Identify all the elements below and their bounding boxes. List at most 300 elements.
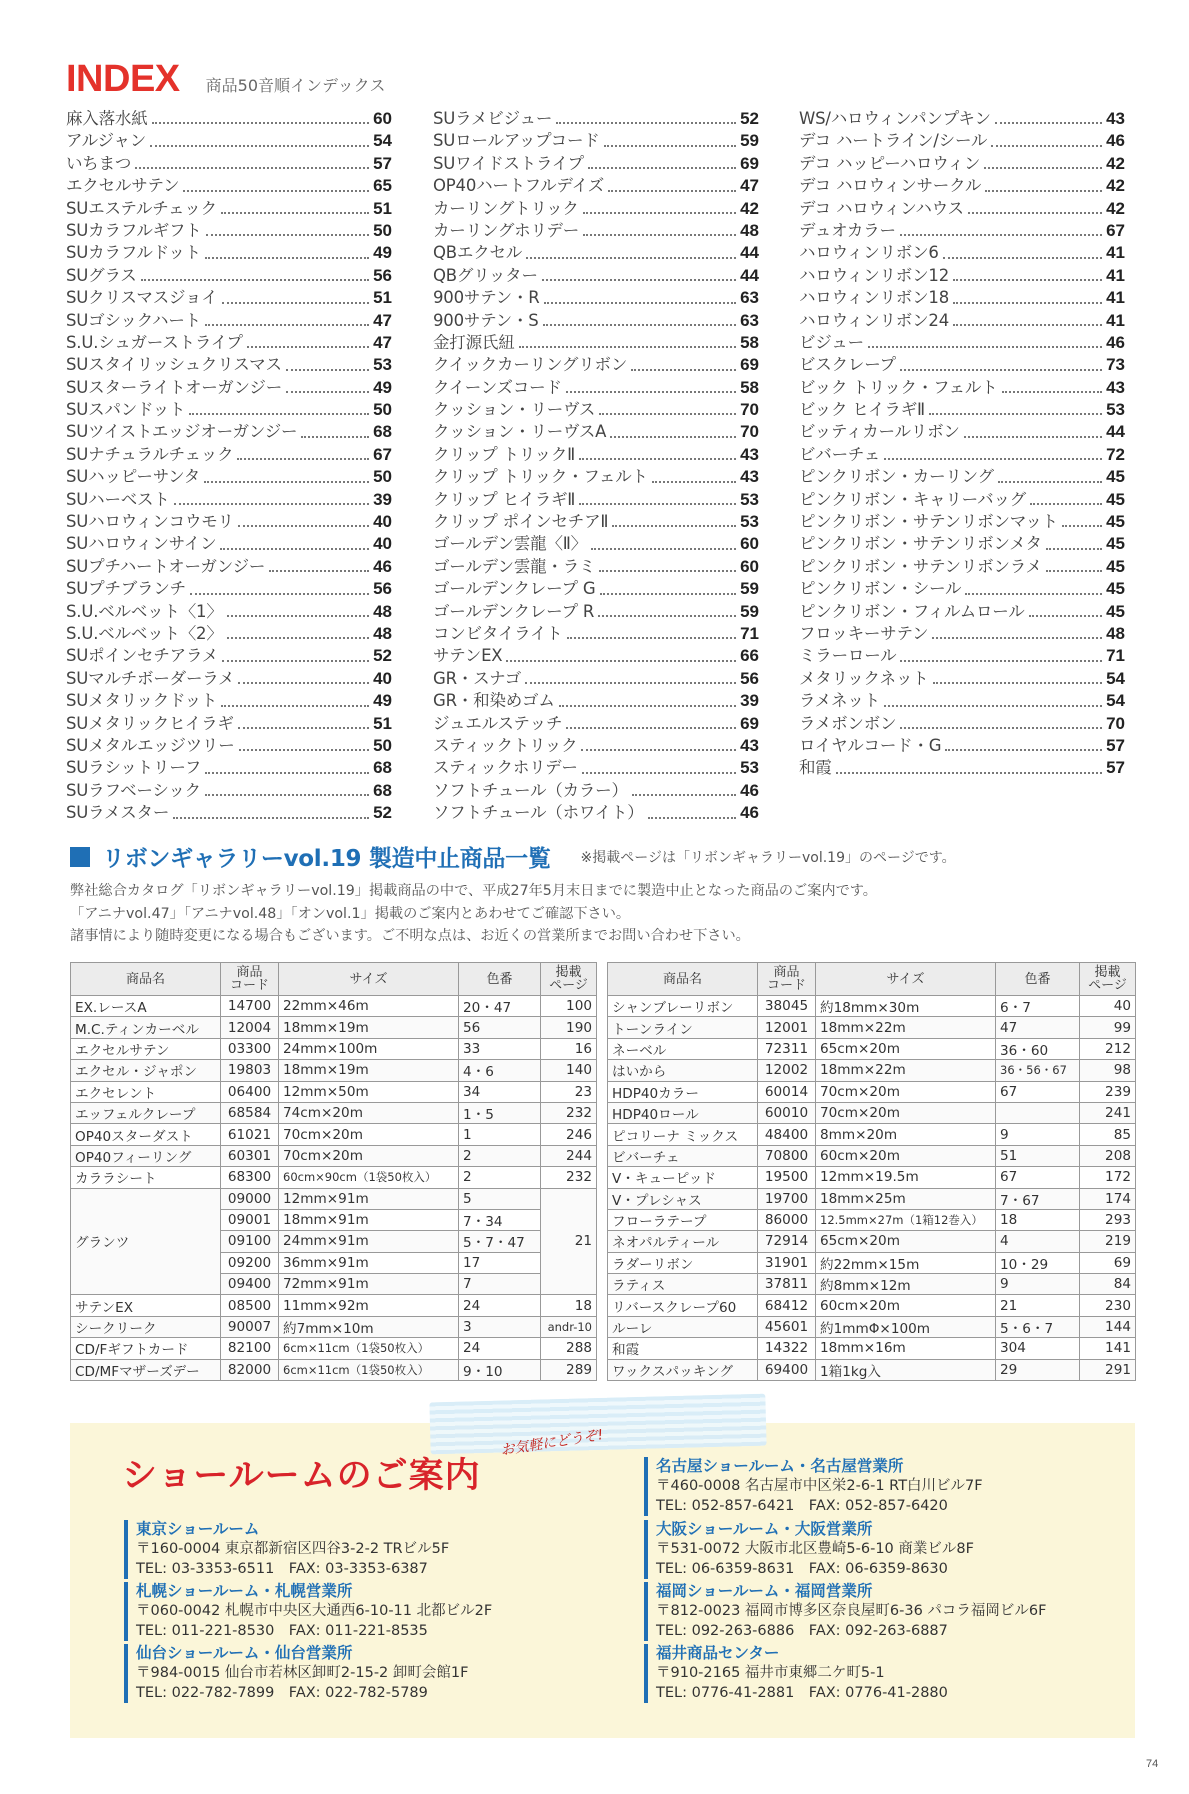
index-entry-page: 42	[1106, 198, 1125, 218]
index-entry-page: 43	[740, 467, 759, 487]
header-code: 商品 コード	[758, 963, 816, 996]
index-entry-name: クリップ トリックⅡ	[433, 444, 576, 464]
index-entry	[66, 175, 392, 197]
leader-dots	[868, 346, 1102, 348]
office-sendai	[124, 1644, 576, 1703]
index-entry-page: 70	[740, 422, 759, 442]
header-color: 色番	[459, 963, 541, 996]
index-entry-page: 57	[1106, 735, 1125, 755]
leader-dots	[932, 637, 1102, 639]
index-entry	[799, 489, 1125, 511]
index-entry-page: 47	[373, 332, 392, 352]
leader-dots	[220, 548, 369, 550]
header-code: 商品 コード	[221, 963, 279, 996]
cell-name: シークリーク	[71, 1316, 221, 1337]
index-entry-name: SUプチブランチ	[66, 579, 186, 599]
index-entry	[66, 511, 392, 533]
index-entry	[66, 533, 392, 555]
cell-code: 90007	[221, 1316, 279, 1337]
index-entry-page: 46	[1106, 131, 1125, 151]
cell-code: 37811	[758, 1274, 816, 1295]
cell-name: ワックスパッキング	[608, 1359, 758, 1380]
index-entry-name: ビック トリック・フェルト	[799, 377, 998, 397]
leader-dots	[247, 346, 369, 348]
cell-size: 60cm×20m	[816, 1295, 996, 1316]
cell-code: 12002	[758, 1060, 816, 1081]
table-row	[608, 1167, 1136, 1188]
cell-code: 03300	[221, 1038, 279, 1059]
leader-dots	[945, 749, 1102, 751]
index-entry-page: 43	[1106, 108, 1125, 128]
index-entry-page: 51	[373, 713, 392, 733]
table-row	[608, 1252, 1136, 1273]
index-entry	[433, 511, 759, 533]
index-entry-page: 56	[373, 265, 392, 285]
cell-code: 68584	[221, 1102, 279, 1123]
index-entry	[799, 556, 1125, 578]
office-phone: TEL: 03-3353-6511 FAX: 03-3353-6387	[136, 1561, 428, 1577]
cell-code: 72311	[758, 1038, 816, 1059]
leader-dots	[227, 615, 369, 617]
cell-page: 239	[1080, 1081, 1136, 1102]
table-row	[608, 1038, 1136, 1059]
index-entry-name: ピンクリボン・シール	[799, 579, 962, 599]
cell-size: 74cm×20m	[279, 1102, 459, 1123]
index-entry-page: 71	[1106, 646, 1125, 666]
cell-code: 60010	[758, 1102, 816, 1123]
index-entry-page: 43	[1106, 377, 1125, 397]
index-entry-page: 50	[373, 735, 392, 755]
leader-dots	[1030, 503, 1102, 505]
index-entry-page: 48	[373, 623, 392, 643]
index-entry-page: 60	[740, 556, 759, 576]
leader-dots	[238, 525, 369, 527]
cell-size: 36mm×91m	[279, 1252, 459, 1273]
index-entry-page: 73	[1106, 355, 1125, 375]
table-row	[71, 1338, 597, 1359]
leader-dots	[965, 593, 1102, 595]
cell-color: 5・7・47	[459, 1231, 541, 1252]
index-entry	[433, 533, 759, 555]
index-entry-page: 67	[1106, 220, 1125, 240]
index-entry-name: ラメボンボン	[799, 713, 897, 733]
cell-code: 19803	[221, 1060, 279, 1081]
cell-name: HDP40カラー	[608, 1081, 758, 1102]
index-entry-name: SUメタルエッジツリー	[66, 735, 235, 755]
leader-dots	[559, 705, 736, 707]
office-name: 仙台ショールーム・仙台営業所	[136, 1644, 353, 1662]
index-entry	[799, 220, 1125, 242]
leader-dots	[933, 682, 1103, 684]
cell-color: 9・10	[459, 1359, 541, 1380]
index-entry-page: 46	[740, 780, 759, 800]
index-entry-page: 71	[740, 623, 759, 643]
index-entry-page: 45	[1106, 579, 1125, 599]
table-row	[71, 1359, 597, 1380]
index-entry-name: SUハロウィンサイン	[66, 534, 217, 554]
index-entry-name: デュオカラー	[799, 220, 896, 240]
index-entry	[799, 623, 1125, 645]
cell-name: ラティス	[608, 1274, 758, 1295]
cell-color: 5	[459, 1188, 541, 1209]
index-entry-page: 51	[373, 198, 392, 218]
cell-color: 3	[459, 1316, 541, 1337]
index-entry-page: 54	[1106, 668, 1125, 688]
cell-size: 約1mmΦ×100m	[816, 1316, 996, 1337]
cell-size: 12mm×91m	[279, 1188, 459, 1209]
index-entry-page: 69	[740, 355, 759, 375]
index-entry-page: 68	[373, 780, 392, 800]
index-entry-page: 63	[740, 288, 759, 308]
cell-color: 24	[459, 1338, 541, 1359]
leader-dots	[222, 302, 370, 304]
index-entry-name: カーリングホリデー	[433, 220, 580, 240]
cell-color: 4	[996, 1231, 1080, 1252]
table-row	[608, 996, 1136, 1017]
cell-color: 9	[996, 1274, 1080, 1295]
leader-dots	[205, 794, 369, 796]
index-entry	[799, 668, 1125, 690]
index-entry-name: ゴールデンクレープ R	[433, 601, 595, 621]
cell-size: 22mm×46m	[279, 996, 459, 1017]
index-entry-name: スティックトリック	[433, 735, 578, 755]
index-entry-name: S.U.シュガーストライプ	[66, 332, 243, 352]
index-entry-page: 60	[740, 534, 759, 554]
index-entry-name: OP40ハートフルデイズ	[433, 176, 605, 196]
leader-dots	[600, 593, 737, 595]
index-entry-name: SUスタイリッシュクリスマス	[66, 355, 282, 375]
index-entry-name: いちまつ	[66, 153, 132, 173]
index-entry-name: SUハーベスト	[66, 489, 170, 509]
index-column-3	[799, 108, 1125, 780]
leader-dots	[221, 705, 369, 707]
index-entry-page: 40	[373, 512, 392, 532]
index-entry-page: 53	[740, 758, 759, 778]
index-entry	[433, 332, 759, 354]
leader-dots	[237, 458, 369, 460]
discontinued-description	[70, 880, 877, 948]
cell-code: 31901	[758, 1252, 816, 1273]
office-address: 〒812-0023 福岡市博多区奈良屋町6-36 パコラ福岡ビル6F	[656, 1603, 1047, 1619]
index-entry	[433, 802, 759, 824]
cell-size: 8mm×20m	[816, 1124, 996, 1145]
index-entry-page: 45	[1106, 512, 1125, 532]
office-name: 大阪ショールーム・大阪営業所	[656, 1520, 873, 1538]
index-entry	[799, 175, 1125, 197]
office-address: 〒160-0004 東京都新宿区四谷3-2-2 TRビル5F	[136, 1541, 450, 1557]
index-entry	[799, 332, 1125, 354]
cell-size: 6cm×11cm（1袋50枚入）	[279, 1338, 459, 1359]
cell-name: ラダーリボン	[608, 1252, 758, 1273]
index-entry	[66, 242, 392, 264]
cell-color: 17	[459, 1252, 541, 1273]
index-entry	[799, 645, 1125, 667]
index-entry-page: 43	[740, 735, 759, 755]
cell-code: 60301	[221, 1145, 279, 1166]
index-entry-page: 41	[1106, 288, 1125, 308]
leader-dots	[141, 279, 370, 281]
cell-name: ルーレ	[608, 1316, 758, 1337]
leader-dots	[206, 234, 369, 236]
index-entry-name: ビバーチェ	[799, 444, 881, 464]
cell-name: エクセル・ジャポン	[71, 1060, 221, 1081]
index-entry	[799, 153, 1125, 175]
header-page: 掲載 ページ	[541, 963, 597, 996]
index-entry-page: 67	[373, 444, 392, 464]
index-entry-page: 68	[373, 758, 392, 778]
table-row	[608, 1081, 1136, 1102]
index-entry-name: ゴールデンクレープ G	[433, 579, 596, 599]
index-entry-name: SUクリスマスジョイ	[66, 288, 218, 308]
index-entry-page: 48	[740, 220, 759, 240]
cell-color: 56	[459, 1017, 541, 1038]
index-entry	[433, 601, 759, 623]
index-entry-page: 46	[740, 803, 759, 823]
leader-dots	[239, 749, 370, 751]
header-size: サイズ	[279, 963, 459, 996]
index-entry	[66, 332, 392, 354]
table-row	[71, 1102, 597, 1123]
cell-name: シャンブレーリボン	[608, 996, 758, 1017]
index-entry	[433, 242, 759, 264]
office-osaka	[644, 1520, 1096, 1579]
index-entry-name: ピンクリボン・カーリング	[799, 467, 994, 487]
index-entry-page: 56	[740, 668, 759, 688]
table-row	[608, 1359, 1136, 1380]
cell-code: 86000	[758, 1209, 816, 1230]
cell-size: 約22mm×15m	[816, 1252, 996, 1273]
cell-code: 19500	[758, 1167, 816, 1188]
index-entry	[799, 757, 1125, 779]
cell-size: 12mm×50m	[279, 1081, 459, 1102]
cell-color: 36・60	[996, 1038, 1080, 1059]
index-entry-page: 44	[1106, 422, 1125, 442]
index-entry-name: SUラフベーシック	[66, 780, 201, 800]
index-entry	[66, 399, 392, 421]
index-entry-name: クイーンズコード	[433, 377, 562, 397]
index-entry-name: SUツイストエッジオーガンジー	[66, 422, 298, 442]
cell-color: 4・6	[459, 1060, 541, 1081]
cell-name: OP40フィーリング	[71, 1145, 221, 1166]
index-entry-name: ハロウィンリボン18	[799, 288, 950, 308]
index-entry	[433, 668, 759, 690]
index-entry	[799, 533, 1125, 555]
index-entry-page: 45	[1106, 601, 1125, 621]
index-entry	[799, 310, 1125, 332]
cell-name: CD/Fギフトカード	[71, 1338, 221, 1359]
table-row	[608, 1060, 1136, 1081]
index-entry-page: 42	[740, 198, 759, 218]
index-column-2	[433, 108, 759, 825]
index-entry-name: エクセルサテン	[66, 176, 180, 196]
leader-dots	[995, 122, 1102, 124]
cell-page: 23	[541, 1081, 597, 1102]
cell-size: 70cm×20m	[816, 1102, 996, 1123]
index-entry-name: クッション・リーヴス	[433, 400, 596, 420]
index-entry	[799, 130, 1125, 152]
table-row	[71, 1295, 597, 1316]
leader-dots	[631, 369, 736, 371]
table-header-row	[71, 963, 597, 996]
index-entry	[433, 690, 759, 712]
leader-dots	[190, 593, 369, 595]
index-entry-page: 42	[1106, 176, 1125, 196]
index-entry-name: フロッキーサテン	[799, 623, 929, 643]
cell-page: andr-10	[541, 1316, 597, 1337]
cell-size: 6cm×11cm（1袋50枚入）	[279, 1359, 459, 1380]
office-name: 福岡ショールーム・福岡営業所	[656, 1582, 873, 1600]
office-address: 〒984-0015 仙台市若林区卸町2-15-2 卸町会館1F	[136, 1665, 469, 1681]
index-entry-name: ソフトチュール（ホワイト）	[433, 803, 644, 823]
index-entry	[433, 108, 759, 130]
table-row	[608, 1102, 1136, 1123]
index-entry-name: ピンクリボン・サテンリボンマット	[799, 512, 1058, 532]
index-entry-page: 52	[740, 108, 759, 128]
cell-size: 18mm×16m	[816, 1338, 996, 1359]
index-entry-name: サテンEX	[433, 646, 503, 666]
cell-color	[996, 1102, 1080, 1123]
index-entry-page: 45	[1106, 556, 1125, 576]
index-subtitle: 商品50音順インデックス	[205, 76, 386, 95]
index-entry	[433, 399, 759, 421]
cell-page: 289	[541, 1359, 597, 1380]
index-entry-name: ハロウィンリボン24	[799, 310, 950, 330]
index-entry	[66, 220, 392, 242]
cell-color: 67	[996, 1167, 1080, 1188]
index-entry-page: 39	[740, 691, 759, 711]
cell-code: 72914	[758, 1231, 816, 1252]
leader-dots	[900, 660, 1102, 662]
index-entry	[799, 354, 1125, 376]
index-entry-page: 50	[373, 467, 392, 487]
cell-page: 100	[541, 996, 597, 1017]
index-entry	[799, 421, 1125, 443]
cell-color: 2	[459, 1145, 541, 1166]
cell-code: 09100	[221, 1231, 279, 1252]
cell-page: 18	[541, 1295, 597, 1316]
index-entry-page: 44	[740, 265, 759, 285]
cell-page: 293	[1080, 1209, 1136, 1230]
index-entry-name: QBグリッター	[433, 265, 538, 285]
cell-size: 11mm×92m	[279, 1295, 459, 1316]
leader-dots	[189, 413, 369, 415]
office-phone: TEL: 022-782-7899 FAX: 022-782-5789	[136, 1685, 428, 1701]
index-entry	[799, 108, 1125, 130]
index-entry-name: 麻入落水紙	[66, 108, 148, 128]
index-entry-page: 53	[1106, 400, 1125, 420]
index-entry-name: QBエクセル	[433, 243, 523, 263]
cell-page: 244	[541, 1145, 597, 1166]
leader-dots	[566, 727, 736, 729]
office-fukui	[644, 1644, 1096, 1703]
index-entry-page: 39	[373, 489, 392, 509]
index-entry-name: クリップ トリック・フェルト	[433, 467, 648, 487]
header-color: 色番	[996, 963, 1080, 996]
leader-dots	[227, 637, 369, 639]
cell-page: 212	[1080, 1038, 1136, 1059]
leader-dots	[135, 167, 369, 169]
leader-dots	[581, 749, 736, 751]
cell-name: ピコリーナ ミックス	[608, 1124, 758, 1145]
cell-name: エクセレント	[71, 1081, 221, 1102]
cell-code: 08500	[221, 1295, 279, 1316]
cell-code: 68412	[758, 1295, 816, 1316]
index-entry	[66, 377, 392, 399]
index-entry-name: SUロールアップコード	[433, 131, 600, 151]
index-entry	[799, 198, 1125, 220]
leader-dots	[968, 212, 1102, 214]
cell-size: 18mm×22m	[816, 1060, 996, 1081]
index-entry-name: SUマルチボーダーラメ	[66, 668, 235, 688]
index-entry-page: 59	[740, 579, 759, 599]
cell-color: 7・67	[996, 1188, 1080, 1209]
leader-dots	[222, 660, 369, 662]
cell-code: 19700	[758, 1188, 816, 1209]
index-entry	[799, 466, 1125, 488]
cell-code: 48400	[758, 1124, 816, 1145]
cell-page: 69	[1080, 1252, 1136, 1273]
index-entry-name: SUプチハートオーガンジー	[66, 556, 266, 576]
cell-name: トーンライン	[608, 1017, 758, 1038]
index-entry-name: SUポインセチアラメ	[66, 646, 219, 666]
index-entry-page: 56	[373, 579, 392, 599]
leader-dots	[599, 570, 736, 572]
index-entry	[66, 108, 392, 130]
cell-size: 60cm×90cm（1袋50枚入）	[279, 1167, 459, 1188]
cell-color: 6・7	[996, 996, 1080, 1017]
cell-code: 14700	[221, 996, 279, 1017]
index-entry-page: 58	[740, 332, 759, 352]
index-entry-name: ピンクリボン・サテンリボンラメ	[799, 556, 1042, 576]
office-name: 東京ショールーム	[136, 1520, 260, 1538]
index-entry-name: S.U.ベルベット〈2〉	[66, 623, 223, 643]
index-entry	[433, 130, 759, 152]
leader-dots	[953, 279, 1102, 281]
cell-color: 1	[459, 1124, 541, 1145]
leader-dots	[985, 190, 1102, 192]
office-address: 〒060-0042 札幌市中央区大通西6-10-11 北都ビル2F	[136, 1603, 493, 1619]
index-entry-page: 49	[373, 377, 392, 397]
index-entry	[433, 713, 759, 735]
cell-code: 61021	[221, 1124, 279, 1145]
cell-color: 36・56・67	[996, 1060, 1080, 1081]
index-entry-name: 金打源氏紐	[433, 332, 515, 352]
index-entry-page: 47	[373, 310, 392, 330]
cell-page: 246	[541, 1124, 597, 1145]
leader-dots	[174, 503, 369, 505]
index-entry-name: SUゴシックハート	[66, 310, 201, 330]
index-column-1	[66, 108, 392, 825]
leader-dots	[884, 705, 1102, 707]
cell-name: エクセルサテン	[71, 1038, 221, 1059]
index-entry-name: デコ ハッピーハロウィン	[799, 153, 981, 173]
leader-dots	[582, 772, 736, 774]
office-tokyo	[124, 1520, 576, 1579]
index-entry-name: SUハッピーサンタ	[66, 467, 201, 487]
description-line: 「アニナvol.47」「アニナvol.48」「オンvol.1」掲載のご案内とあわせてご確認下さい。	[70, 905, 631, 922]
cell-page: 190	[541, 1017, 597, 1038]
leader-dots	[542, 279, 736, 281]
leader-dots	[1046, 548, 1102, 550]
index-entry-name: アルジャン	[66, 131, 147, 151]
leader-dots	[221, 212, 369, 214]
index-title: INDEX	[66, 58, 180, 100]
cell-page: 241	[1080, 1102, 1136, 1123]
cell-code: 12001	[758, 1017, 816, 1038]
leader-dots	[519, 346, 737, 348]
table-row	[71, 1017, 597, 1038]
cell-page: 40	[1080, 996, 1136, 1017]
